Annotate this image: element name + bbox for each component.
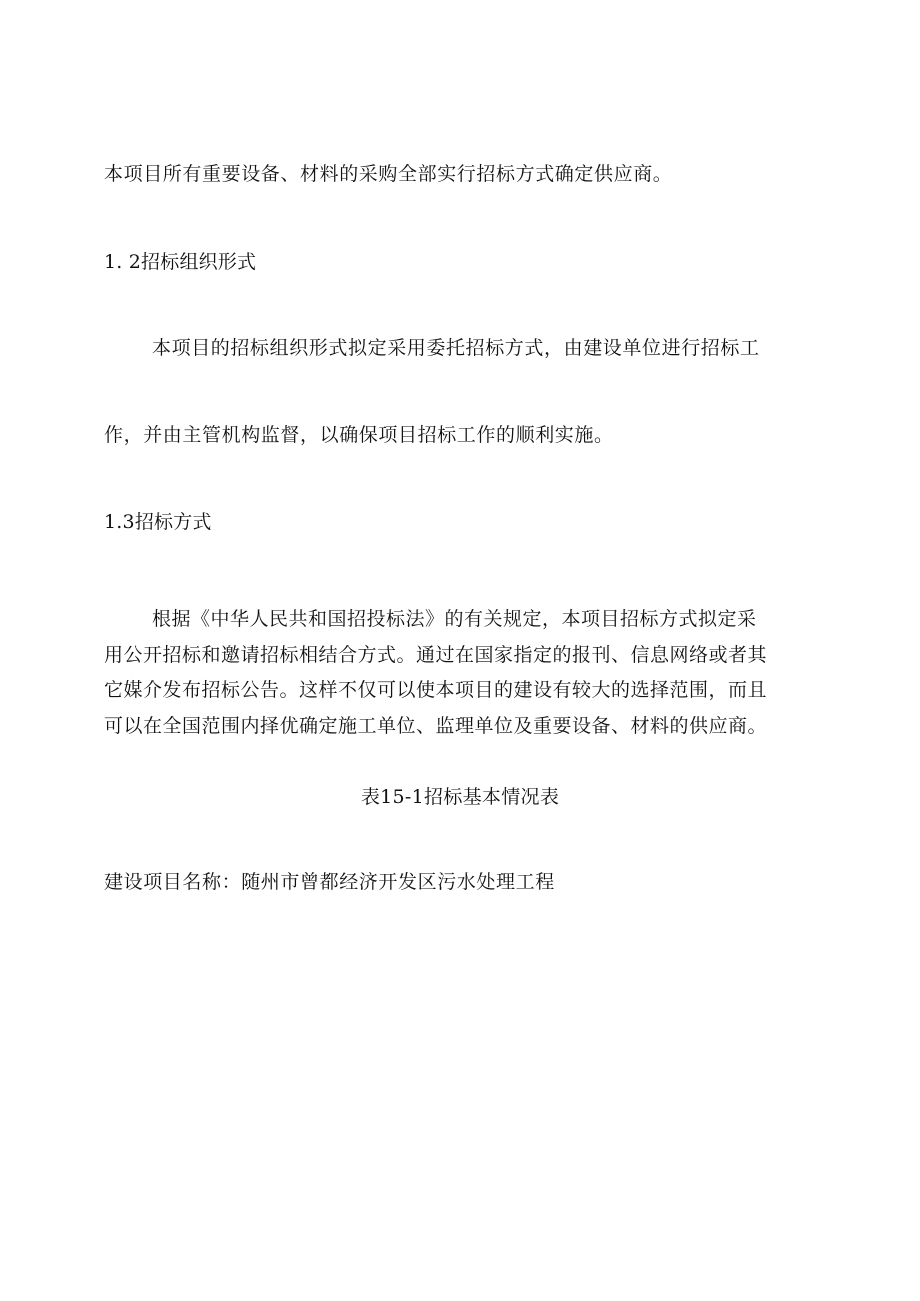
section-1-3-paragraph <box>104 602 844 744</box>
table-caption: 表15-1招标基本情况表 <box>360 786 560 808</box>
section-heading-1-2: 1. 2招标组织形式 <box>104 251 257 273</box>
section-1-3-paragraph-line: 根据《中华人民共和国招投标法》的有关规定，本项目招标方式拟定采 <box>152 608 757 630</box>
section-heading-1-3: 1.3招标方式 <box>104 511 212 533</box>
project-name-line: 建设项目名称：随州市曾都经济开发区污水处理工程 <box>104 871 555 893</box>
intro-paragraph: 本项目所有重要设备、材料的采购全部实行招标方式确定供应商。 <box>104 163 673 185</box>
section-1-2-paragraph-line-2: 作，并由主管机构监督，以确保项目招标工作的顺利实施。 <box>104 424 614 446</box>
section-1-2-paragraph-line-1: 本项目的招标组织形式拟定采用委托招标方式，由建设单位进行招标工 <box>152 337 760 359</box>
section-1-3-paragraph-line: 可以在全国范围内择优确定施工单位、监理单位及重要设备、材料的供应商。 <box>104 714 768 737</box>
section-1-3-paragraph-line: 用公开招标和邀请招标相结合方式。通过在国家指定的报刊、信息网络或者其 <box>104 643 768 666</box>
section-1-3-paragraph-line: 它媒介发布招标公告。这样不仅可以使本项目的建设有较大的选择范围，而且 <box>104 679 768 701</box>
